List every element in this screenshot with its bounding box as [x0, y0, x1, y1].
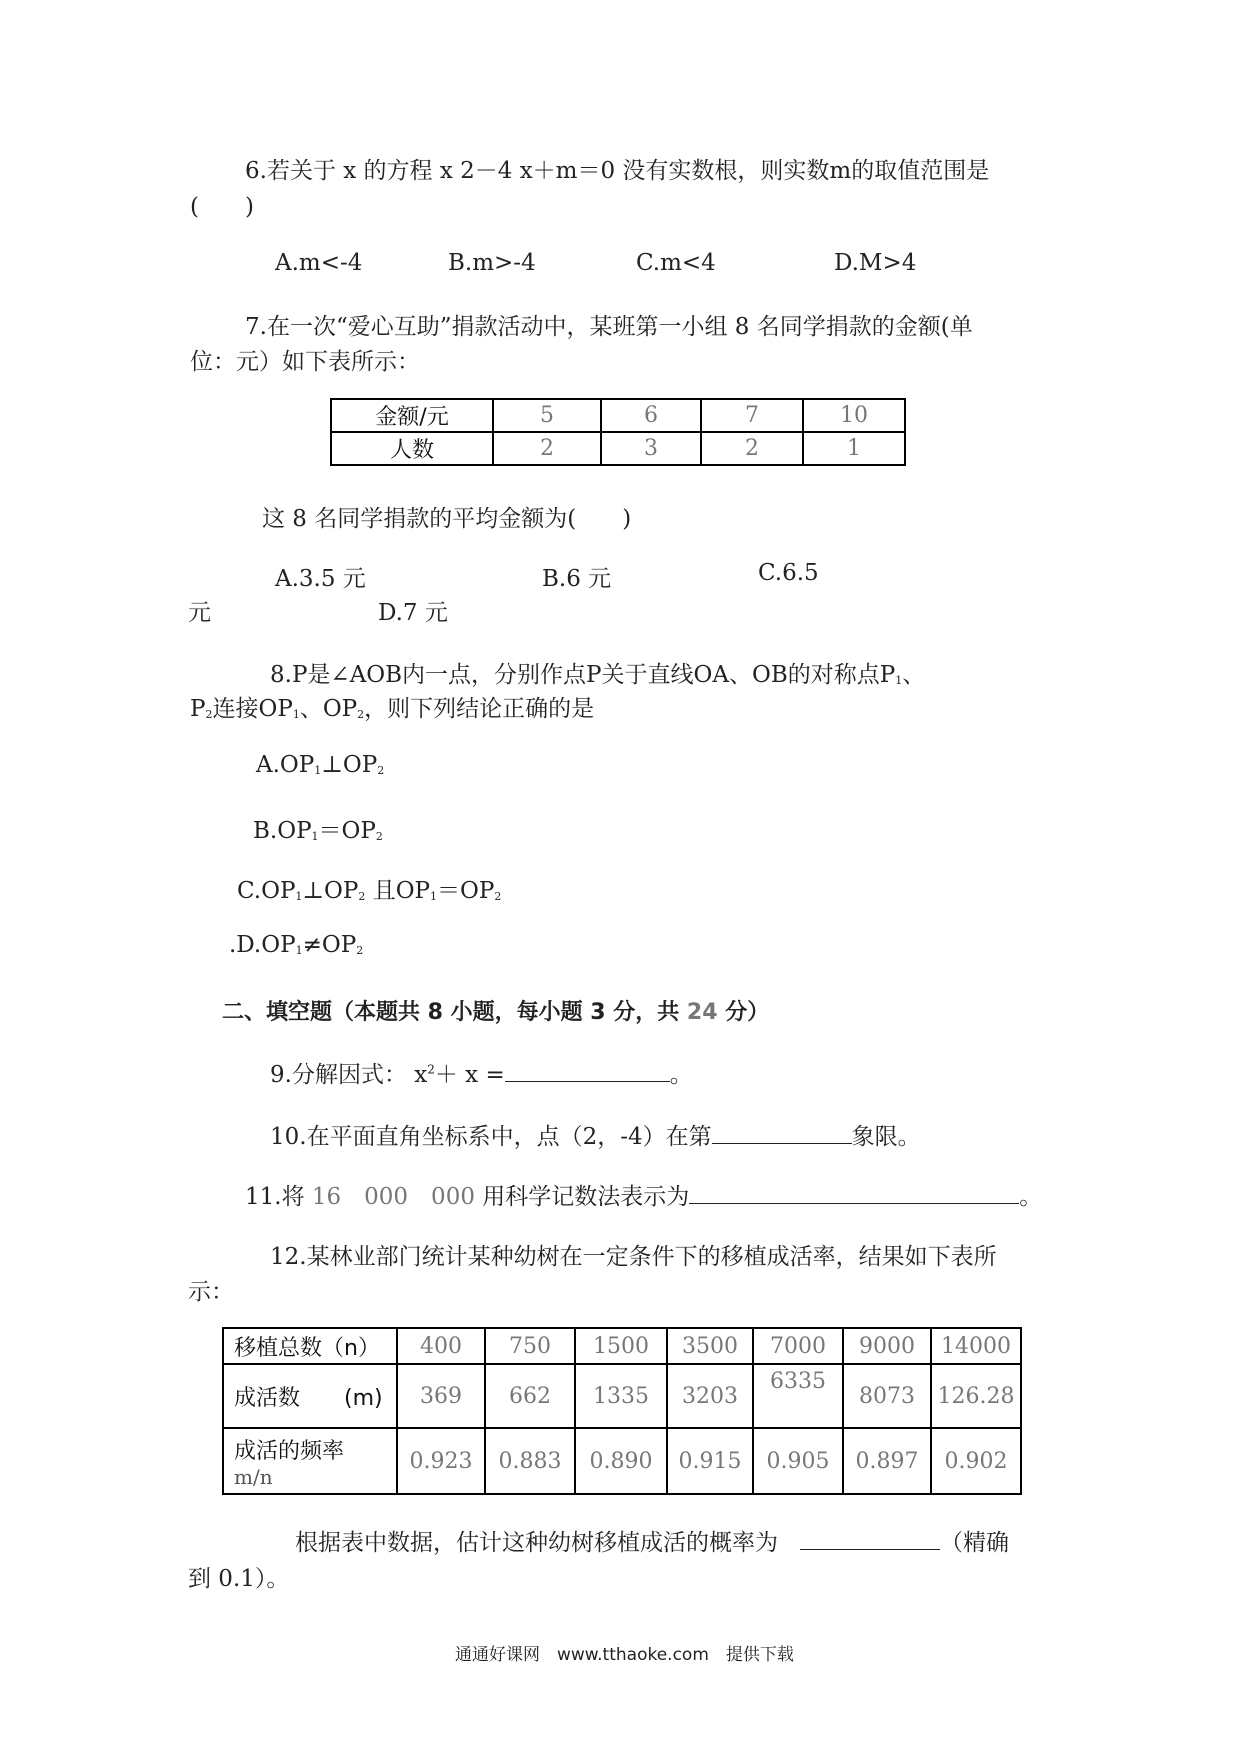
table-cell: 1335	[575, 1364, 667, 1428]
table-header-amount: 金额/元	[331, 399, 493, 432]
q11-answer-blank	[689, 1179, 1019, 1204]
table-cell: 0.915	[667, 1428, 753, 1494]
transplant-table	[222, 1327, 1022, 1495]
table-cell: 0.897	[843, 1428, 931, 1494]
q6-line1: 6.若关于 x 的方程 x 2－4 x＋m＝0 没有实数根，则实数m的取值范围是	[245, 158, 990, 184]
q12-conclusion-line2: 到 0.1）。	[188, 1566, 290, 1592]
table-cell: 3500	[667, 1328, 753, 1364]
q7-line2: 位：元）如下表所示：	[190, 349, 420, 375]
table-cell: 8073	[843, 1364, 931, 1428]
table-cell: 1500	[575, 1328, 667, 1364]
table-cell: 1	[803, 432, 905, 465]
q12-line2: 示：	[188, 1279, 234, 1305]
q8-option-b: $B.OP_1=OP_2$	[253, 818, 383, 844]
q7-option-d: D.7 元	[378, 600, 448, 626]
q7-option-b: B.6 元	[542, 566, 612, 592]
table-cell: 7	[701, 399, 803, 432]
q7-option-c-unit: 元	[188, 600, 211, 626]
q9-answer-blank	[505, 1057, 670, 1082]
q8-option-a: $A.OP_1\perp OP_2$	[256, 752, 385, 778]
table-cell: 126.28	[931, 1364, 1021, 1428]
q7-question: 这 8 名同学捐款的平均金额为( )	[262, 506, 632, 532]
table-header-rate: 成活的频率 m/n	[223, 1428, 397, 1494]
q10-answer-blank	[712, 1119, 852, 1144]
table-cell: 750	[485, 1328, 575, 1364]
q12-line1: 12.某林业部门统计某种幼树在一定条件下的移植成活率，结果如下表所	[270, 1244, 997, 1270]
q8-option-d: $.D.OP_1\ne OP_2$	[229, 932, 364, 958]
q11: 11.将 16 000 000 用科学记数法表示为 。	[245, 1178, 1042, 1211]
table-cell: 14000	[931, 1328, 1021, 1364]
q12-conclusion: 根据表中数据，估计这种幼树移植成活的概率为 （精确	[295, 1524, 1009, 1557]
q6-option-c: C.m<4	[636, 250, 716, 276]
q6-option-d: D.M>4	[834, 250, 917, 276]
table-cell: 369	[397, 1364, 485, 1428]
q6-option-b: B.m>-4	[448, 250, 536, 276]
table-cell: 2	[701, 432, 803, 465]
q12-answer-blank	[800, 1525, 940, 1550]
q9: 9.分解因式： $x^2+ x$ = 。	[270, 1056, 693, 1089]
table-cell: 6	[601, 399, 701, 432]
q7-line1: 7.在一次“爱心互助”捐款活动中，某班第一小组 8 名同学捐款的金额(单	[245, 314, 973, 340]
table-header-people: 人数	[331, 432, 493, 465]
table-cell: 0.890	[575, 1428, 667, 1494]
table-cell: 400	[397, 1328, 485, 1364]
table-header-total: 移植总数（n）	[223, 1328, 397, 1364]
table-cell: 7000	[753, 1328, 843, 1364]
donation-table	[330, 398, 906, 466]
table-cell: 2	[493, 432, 601, 465]
table-header-survived: 成活数 (m)	[223, 1364, 397, 1428]
table-cell: 3	[601, 432, 701, 465]
table-cell: 0.923	[397, 1428, 485, 1494]
q8-option-c: $C.OP_1\perp OP_2$ 且$OP_1=OP_2$	[237, 878, 502, 904]
table-cell: 0.905	[753, 1428, 843, 1494]
section-2-title: 二、填空题（本题共 8 小题，每小题 3 分，共 24 分）	[222, 1000, 770, 1025]
q7-option-a: A.3.5 元	[275, 566, 366, 592]
q10: 10.在平面直角坐标系中，点（2，-4）在第 象限。	[270, 1118, 921, 1151]
table-cell: 6335	[753, 1364, 843, 1428]
q6-option-a: A.m<-4	[275, 250, 363, 276]
table-cell: 3203	[667, 1364, 753, 1428]
table-cell: 10	[803, 399, 905, 432]
page-footer: 通通好课网 www.tthaoke.com 提供下载	[455, 1645, 794, 1665]
table-cell: 0.883	[485, 1428, 575, 1494]
q7-option-c: C.6.5	[758, 560, 819, 586]
table-cell: 0.902	[931, 1428, 1021, 1494]
q8-line1: 8.P是∠AOB内一点，分别作点P关于直线OA、OB的对称点$P_1$、	[270, 662, 926, 688]
q8-line2: $P_2$连接$OP_1$、$OP_2$，则下列结论正确的是	[190, 696, 595, 722]
table-cell: 5	[493, 399, 601, 432]
table-cell: 9000	[843, 1328, 931, 1364]
q6-line2: ( )	[190, 194, 254, 220]
table-cell: 662	[485, 1364, 575, 1428]
